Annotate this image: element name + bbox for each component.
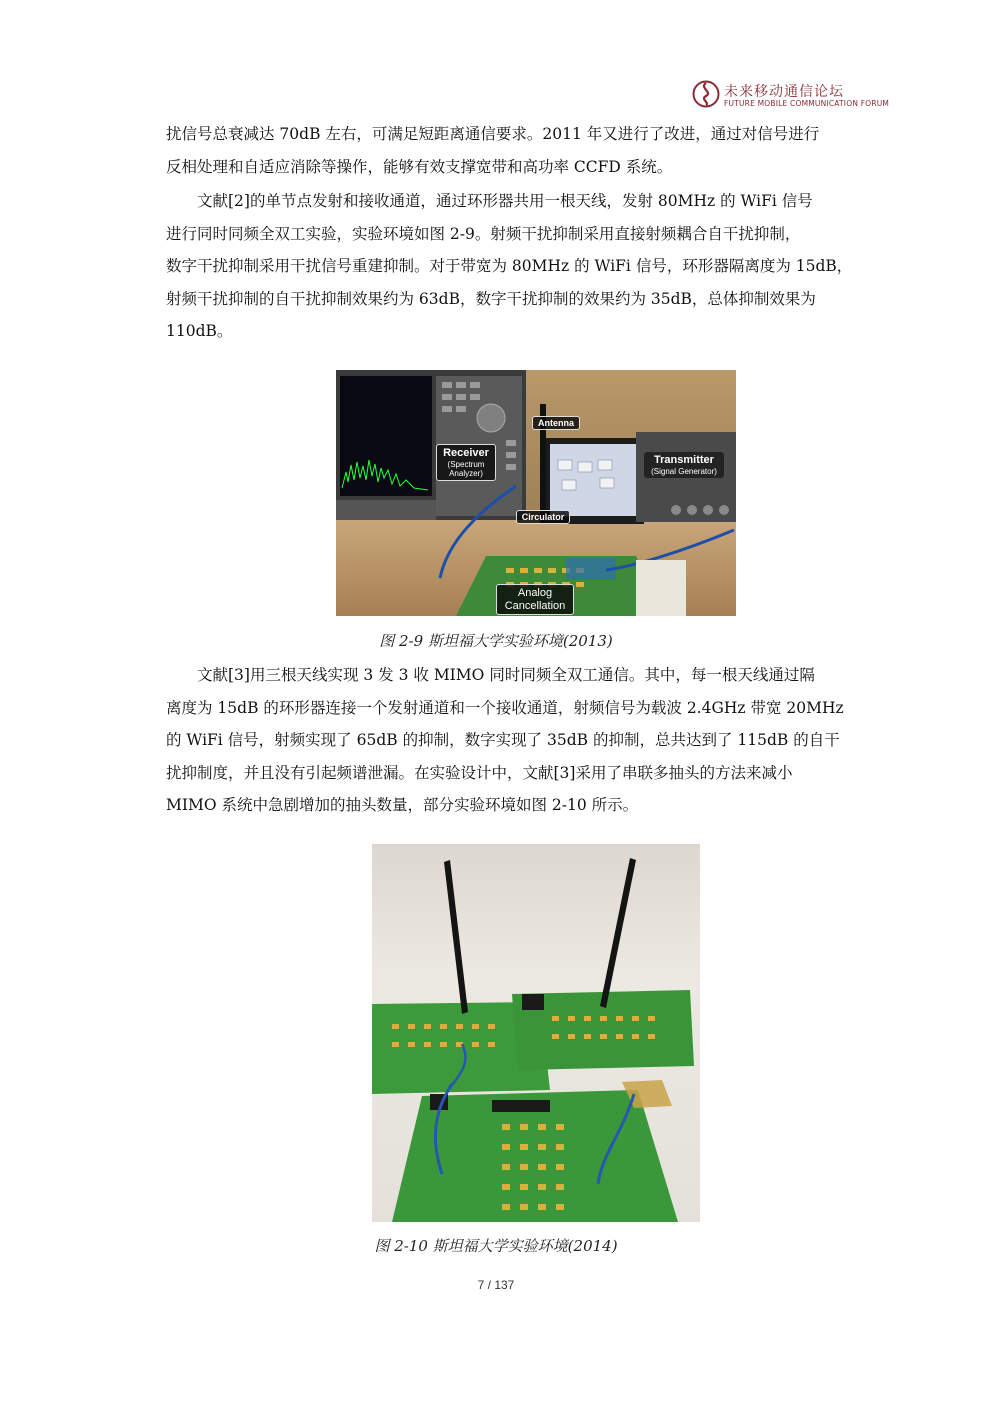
figure-2-10-photo — [372, 844, 700, 1222]
paragraph-line: 扰抑制度，并且没有引起频谱泄漏。在实验设计中，文献[3]采用了串联多抽头的方法来减小 — [166, 763, 793, 782]
antenna-label: Antenna — [532, 416, 580, 430]
figure-2-9-photo — [336, 370, 736, 616]
paragraph-line: 离度为 15dB 的环形器连接一个发射通道和一个接收通道，射频信号为载波 2.4GHz 带宽 20MHz — [166, 698, 844, 717]
circulator-label: Circulator — [516, 510, 570, 524]
paragraph-line: 文献[2]的单节点发射和接收通道，通过环形器共用一根天线，发射 80MHz 的 WiFi 信号 — [166, 192, 813, 210]
paragraph-line: 射频干扰抑制的自干扰抑制效果约为 63dB，数字干扰抑制的效果约为 35dB，总体抑制效果为 — [166, 289, 816, 308]
mimo-boards-illustration — [372, 844, 700, 1222]
paragraph-2 — [166, 185, 876, 348]
paragraph-line: 扰信号总衰减达 70dB 左右，可满足短距离通信要求。2011 年又进行了改进，通过对信号进行 — [166, 125, 820, 143]
logo-chinese-text: 未来移动通信论坛 — [724, 84, 844, 100]
logo-english-text: FUTURE MOBILE COMMUNICATION FORUM — [724, 99, 890, 108]
transmitter-label-title: Transmitter — [654, 454, 714, 466]
page-number: 7 / 137 — [477, 1278, 515, 1292]
transmitter-label — [644, 452, 724, 478]
paragraph-line: 的 WiFi 信号，射频实现了 65dB 的抑制，数字实现了 35dB 的抑制，总共达到了 115dB 的自干 — [166, 731, 840, 749]
receiver-label-title: Receiver — [443, 447, 489, 459]
paragraph-line: MIMO 系统中急剧增加的抽头数量，部分实验环境如图 2-10 所示。 — [166, 796, 639, 814]
figure-2-9-caption: 图 2-9 斯坦福大学实验环境(2013) — [379, 632, 613, 650]
paragraph-line: 数字干扰抑制采用干扰信号重建抑制。对于带宽为 80MHz 的 WiFi 信号，环形器隔离度为 15dB， — [166, 257, 853, 275]
paragraph-line: 文献[3]用三根天线实现 3 发 3 收 MIMO 同时同频全双工通信。其中，每一根天线通过隔 — [166, 666, 815, 684]
receiver-label — [436, 444, 496, 481]
paragraph-3 — [166, 659, 876, 822]
paragraph-line: 反相处理和自适应消除等操作，能够有效支撑宽带和高功率 CCFD 系统。 — [166, 157, 673, 176]
figure-2-10-caption: 图 2-10 斯坦福大学实验环境(2014) — [374, 1237, 618, 1255]
lab-setup-illustration — [336, 370, 736, 616]
paragraph-1 — [166, 118, 876, 183]
paragraph-line: 进行同时同频全双工实验，实验环境如图 2-9。射频干扰抑制采用直接射频耦合自干扰抑制， — [166, 224, 801, 243]
analog-cancellation-label: Analog Cancellation — [496, 584, 574, 615]
paragraph-line: 110dB。 — [166, 322, 233, 340]
transmitter-label-sub: (Signal Generator) — [651, 466, 717, 476]
forum-logo-icon — [692, 80, 720, 108]
forum-logo — [692, 80, 890, 112]
receiver-label-sub: (Spectrum Analyzer) — [447, 459, 485, 478]
